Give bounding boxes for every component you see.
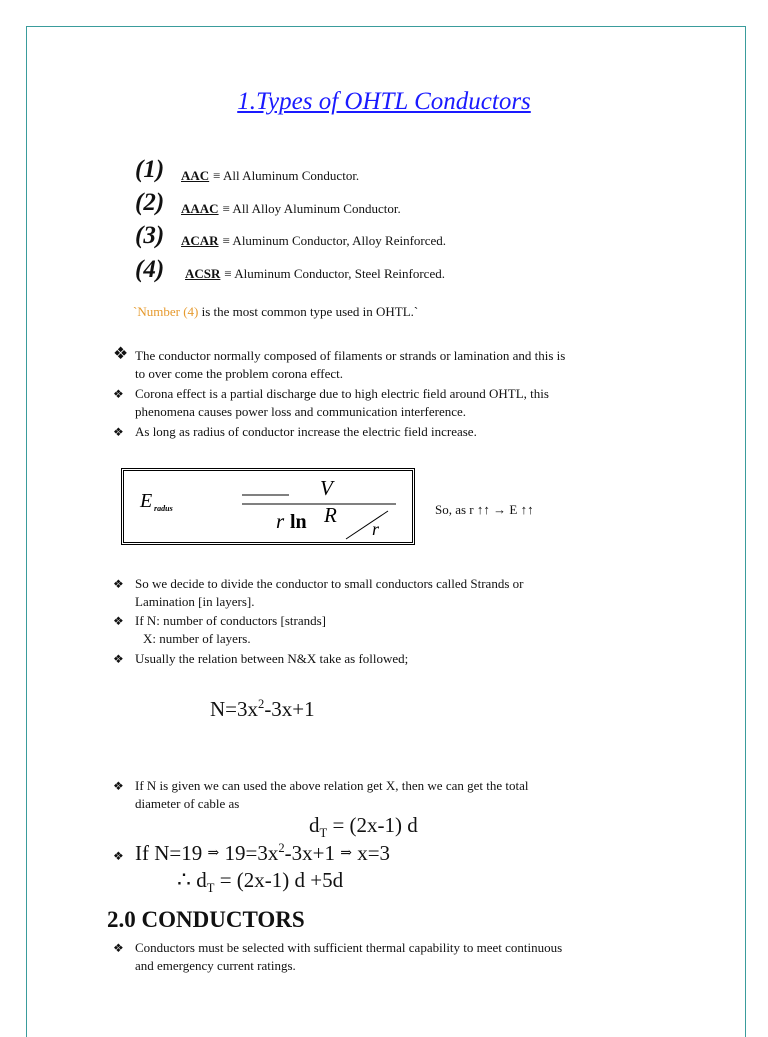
electric-field-formula-box xyxy=(121,468,415,545)
bullet-line: Usually the relation between N&X take as followed; xyxy=(135,651,409,666)
formula-slash xyxy=(346,511,388,539)
formula-r: r xyxy=(276,509,285,533)
formula-conclusion: So, as r ↑↑ → E ↑↑ xyxy=(435,502,534,517)
relation-part: N=3x xyxy=(210,697,259,721)
bullet-line: Conductors must be selected with sufficient thermal capability to meet continuous xyxy=(135,940,563,955)
type-text xyxy=(181,232,446,250)
bullet-diamond-icon: ❖ xyxy=(113,652,124,666)
bullet-line: So we decide to divide the conductor to small conductors called Strands or xyxy=(135,576,524,591)
type-def: ≡ Aluminum Conductor, Steel Reinforced. xyxy=(224,266,445,281)
type-item xyxy=(135,256,164,284)
note-quote: ` xyxy=(133,304,138,319)
bullet-diamond-icon: ❖ xyxy=(113,577,124,591)
eq-part: If N=19 xyxy=(135,841,203,865)
eq-sub: T xyxy=(206,881,215,896)
note-highlight: Number (4) xyxy=(137,304,199,319)
type-item xyxy=(135,222,164,250)
type-number: (1) xyxy=(135,156,165,183)
bullet-line: The conductor normally composed of filaments or strands or lamination and this is xyxy=(135,348,566,363)
bullet-line: to over come the problem corona effect. xyxy=(135,366,344,381)
bullet-text xyxy=(135,423,477,441)
formula-r-denominator: r xyxy=(372,519,380,539)
section-heading: 2.0 CONDUCTORS xyxy=(107,907,305,932)
eq-part: d xyxy=(309,813,320,837)
eq-part: = (2x-1) d +5d xyxy=(214,868,344,892)
bullet-line: If N: number of conductors [strands] xyxy=(135,613,326,628)
eq-sub: T xyxy=(319,826,328,841)
type-item xyxy=(135,156,164,184)
bullet-text xyxy=(135,939,562,975)
eq-part: -3x+1 xyxy=(284,841,335,865)
diameter-equation xyxy=(309,813,418,841)
relation-part: -3x+1 xyxy=(264,697,315,721)
bullet-diamond-icon: ❖ xyxy=(113,425,124,439)
eq-part: = (2x-1) d xyxy=(327,813,418,837)
therefore-icon: ∴ xyxy=(177,867,191,892)
bullet-diamond-icon: ❖ xyxy=(113,344,129,363)
relation-equation xyxy=(210,697,315,722)
type-number: (3) xyxy=(135,222,165,249)
type-def: ≡ All Aluminum Conductor. xyxy=(213,168,360,183)
bullet-text xyxy=(135,612,326,648)
eq-part: x=3 xyxy=(357,841,391,865)
page-title: 1.Types of OHTL Conductors xyxy=(237,88,531,115)
implies-arrow-icon: ⇒ xyxy=(207,846,220,861)
bullet-line: Lamination [in layers]. xyxy=(135,594,255,609)
type-number: (4) xyxy=(135,256,165,283)
formula-graphic xyxy=(124,471,412,542)
bullet-text xyxy=(135,650,408,668)
type-text xyxy=(185,265,445,283)
eq-sup: 2 xyxy=(278,841,285,855)
formula-capital-r: R xyxy=(324,503,337,527)
bullet-line: phenomena causes power loss and communication interference. xyxy=(135,404,467,419)
type-text xyxy=(181,200,401,218)
type-abbr: AAAC xyxy=(181,201,219,216)
bullet-line: If N is given we can used the above relation get X, then we can get the total xyxy=(135,778,529,793)
bullet-diamond-icon: ❖ xyxy=(113,941,124,955)
bullet-line: As long as radius of conductor increase the electric field increase. xyxy=(135,424,477,439)
formula-e-sub: radus xyxy=(154,504,173,513)
formula-v: V xyxy=(320,476,333,500)
bullet-text xyxy=(135,385,549,421)
formula-e: E xyxy=(140,490,153,512)
type-abbr: AAC xyxy=(181,168,210,183)
bullet-text xyxy=(135,347,565,383)
formula-ln: ln xyxy=(290,511,307,533)
implies-arrow-icon: ⇒ xyxy=(340,846,352,861)
type-abbr: ACAR xyxy=(181,233,219,248)
eq-part: 19=3x xyxy=(224,841,279,865)
common-type-note xyxy=(133,304,418,320)
bullet-text xyxy=(135,575,523,611)
type-def: ≡ All Alloy Aluminum Conductor. xyxy=(222,201,401,216)
bullet-diamond-icon: ❖ xyxy=(113,614,124,628)
type-item xyxy=(135,189,164,217)
type-number: (2) xyxy=(135,189,165,216)
bullet-line: X: number of layers. xyxy=(143,631,251,646)
note-rest: is the most common type used in OHTL.` xyxy=(198,304,419,319)
type-def: ≡ Aluminum Conductor, Alloy Reinforced. xyxy=(222,233,447,248)
relation-sup: 2 xyxy=(258,697,265,711)
n19-equation xyxy=(135,841,390,866)
eq-part: d xyxy=(196,868,207,892)
therefore-equation xyxy=(177,867,343,896)
bullet-diamond-icon: ❖ xyxy=(113,849,124,863)
bullet-line: and emergency current ratings. xyxy=(135,958,296,973)
bullet-diamond-icon: ❖ xyxy=(113,387,124,401)
type-abbr: ACSR xyxy=(185,266,221,281)
bullet-diamond-icon: ❖ xyxy=(113,779,124,793)
type-text xyxy=(181,167,359,185)
bullet-line: Corona effect is a partial discharge due to high electric field around OHTL, this xyxy=(135,386,549,401)
bullet-line: diameter of cable as xyxy=(135,796,240,811)
bullet-text xyxy=(135,777,528,813)
